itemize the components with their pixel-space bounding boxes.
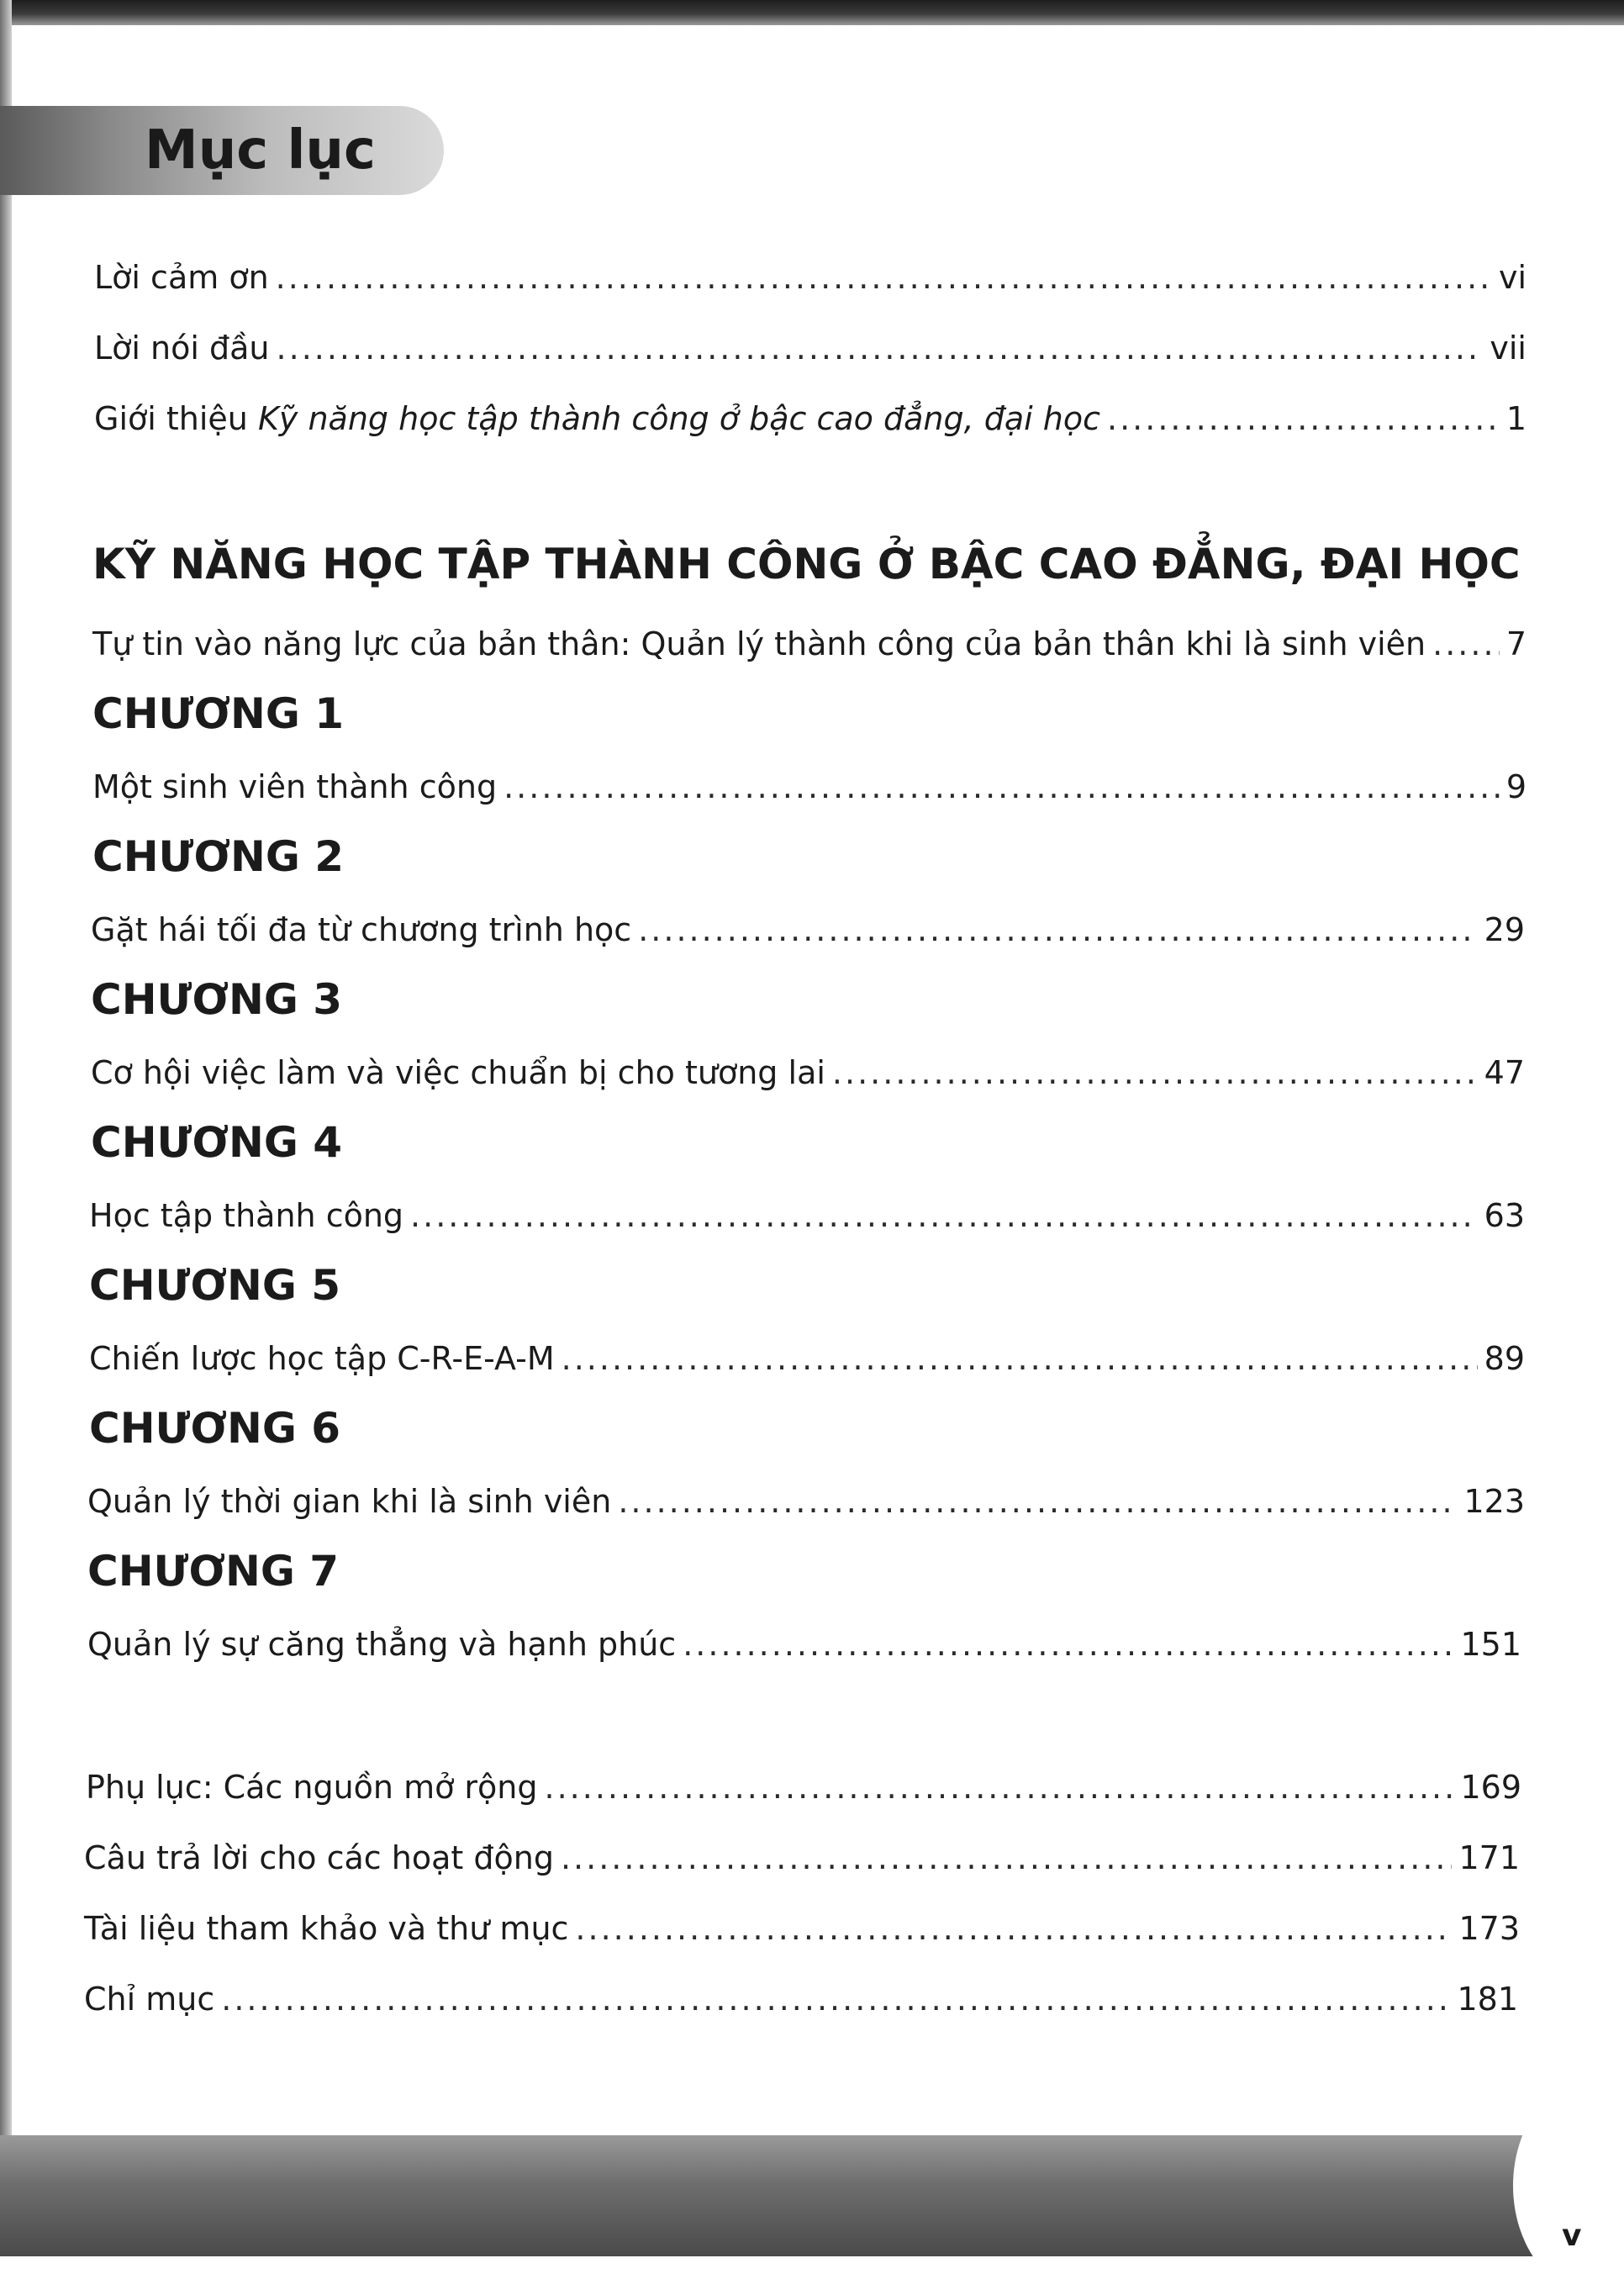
- toc-entry-chapter-1[interactable]: [92, 765, 1526, 809]
- toc-entry-label: Gặt hái tối đa từ chương trình học: [91, 911, 632, 948]
- toc-entry-appendix[interactable]: [86, 1765, 1521, 1809]
- dot-leader: [221, 1977, 1450, 2021]
- scan-left-edge: [0, 0, 12, 2256]
- toc-entry-label: Quản lý thời gian khi là sinh viên: [87, 1483, 612, 1520]
- dot-leader: [410, 1194, 1478, 1237]
- chapter-heading-7: CHƯƠNG 7: [87, 1547, 340, 1596]
- chapter-heading-3: CHƯƠNG 3: [91, 975, 343, 1024]
- toc-entry-page: 171: [1458, 1839, 1520, 1876]
- toc-entry-chapter-2[interactable]: [91, 908, 1525, 952]
- dot-leader: [277, 326, 1484, 370]
- toc-entry-page: 1: [1505, 400, 1526, 437]
- toc-entry-label: Tài liệu tham khảo và thư mục: [84, 1910, 569, 1947]
- dot-leader: [832, 1051, 1478, 1095]
- toc-entry-page: 123: [1463, 1483, 1525, 1520]
- page-title: Mục lục: [145, 119, 376, 182]
- toc-entry-label: Câu trả lời cho các hoạt động: [84, 1839, 554, 1876]
- toc-entry-chapter-4[interactable]: [89, 1194, 1525, 1237]
- toc-entry-label-prefix: Giới thiệu: [94, 400, 258, 437]
- toc-entry-page: 151: [1460, 1626, 1521, 1663]
- toc-entry-page: 63: [1484, 1197, 1525, 1234]
- toc-entry-page: 47: [1484, 1054, 1525, 1091]
- scan-top-edge: [0, 0, 1624, 25]
- toc-entry-references[interactable]: [84, 1907, 1520, 1950]
- toc-entry-introduction[interactable]: [94, 397, 1526, 441]
- toc-entry-self-confidence[interactable]: [92, 622, 1526, 666]
- toc-entry-label: Cơ hội việc làm và việc chuẩn bị cho tương lai: [91, 1054, 825, 1091]
- toc-entry-page: 89: [1484, 1340, 1525, 1377]
- toc-entry-page: 169: [1460, 1769, 1521, 1806]
- toc-entry-label: Học tập thành công: [89, 1197, 404, 1234]
- toc-entry-page: 9: [1505, 768, 1526, 805]
- dot-leader: [1107, 397, 1500, 441]
- toc-entry-acknowledgements[interactable]: [94, 256, 1526, 299]
- toc-entry-chapter-6[interactable]: [87, 1480, 1525, 1523]
- toc-entry-label: Quản lý sự căng thẳng và hạnh phúc: [87, 1626, 677, 1663]
- toc-entry-page: vi: [1498, 259, 1526, 296]
- toc-entry-preface[interactable]: [94, 326, 1526, 370]
- toc-entry-chapter-5[interactable]: [89, 1337, 1525, 1380]
- chapter-heading-2: CHƯƠNG 2: [92, 832, 345, 881]
- toc-entry-chapter-7[interactable]: [87, 1622, 1521, 1666]
- dot-leader: [545, 1765, 1454, 1809]
- dot-leader: [276, 256, 1492, 299]
- toc-entry-label: Chiến lược học tập C-R-E-A-M: [89, 1340, 555, 1377]
- toc-entry-answers[interactable]: [84, 1836, 1520, 1880]
- toc-entry-label: Lời cảm ơn: [94, 259, 269, 296]
- chapter-heading-5: CHƯƠNG 5: [89, 1261, 341, 1310]
- dot-leader: [504, 765, 1500, 809]
- toc-entry-label: Một sinh viên thành công: [92, 768, 498, 805]
- dot-leader: [561, 1836, 1453, 1880]
- dot-leader: [618, 1480, 1457, 1523]
- page-number-badge: [1513, 2076, 1624, 2295]
- toc-entry-label: [94, 397, 1100, 441]
- toc-entry-page: vii: [1490, 330, 1526, 367]
- toc-entry-chapter-3[interactable]: [91, 1051, 1525, 1095]
- dot-leader: [683, 1622, 1453, 1666]
- dot-leader: [638, 908, 1477, 952]
- toc-entry-page: 181: [1457, 1981, 1518, 2018]
- toc-entry-label: Phụ lục: Các nguồn mở rộng: [86, 1769, 538, 1806]
- toc-entry-label: Tự tin vào năng lực của bản thân: Quản lý thành công của bản thân khi là sinh viên: [92, 625, 1426, 662]
- section-heading: KỸ NĂNG HỌC TẬP THÀNH CÔNG Ở BẬC CAO ĐẲNG, ĐẠI HỌC: [92, 540, 1521, 588]
- toc-entry-label: Lời nói đầu: [94, 330, 270, 367]
- toc-entry-label: Chỉ mục: [84, 1981, 215, 2018]
- dot-leader: [1432, 622, 1500, 666]
- page-number: v: [1562, 2218, 1582, 2253]
- dot-leader: [575, 1907, 1452, 1950]
- dot-leader: [562, 1337, 1478, 1380]
- toc-entry-page: 29: [1484, 911, 1525, 948]
- footer-band: [0, 2135, 1624, 2256]
- chapter-heading-6: CHƯƠNG 6: [89, 1404, 341, 1453]
- toc-entry-label-italic: Kỹ năng học tập thành công ở bậc cao đẳng, đại học: [257, 400, 1101, 437]
- toc-entry-index[interactable]: [84, 1977, 1518, 2021]
- chapter-heading-4: CHƯƠNG 4: [91, 1118, 343, 1167]
- chapter-heading-1: CHƯƠNG 1: [92, 689, 345, 738]
- toc-entry-page: 7: [1505, 625, 1526, 662]
- toc-entry-page: 173: [1458, 1910, 1520, 1947]
